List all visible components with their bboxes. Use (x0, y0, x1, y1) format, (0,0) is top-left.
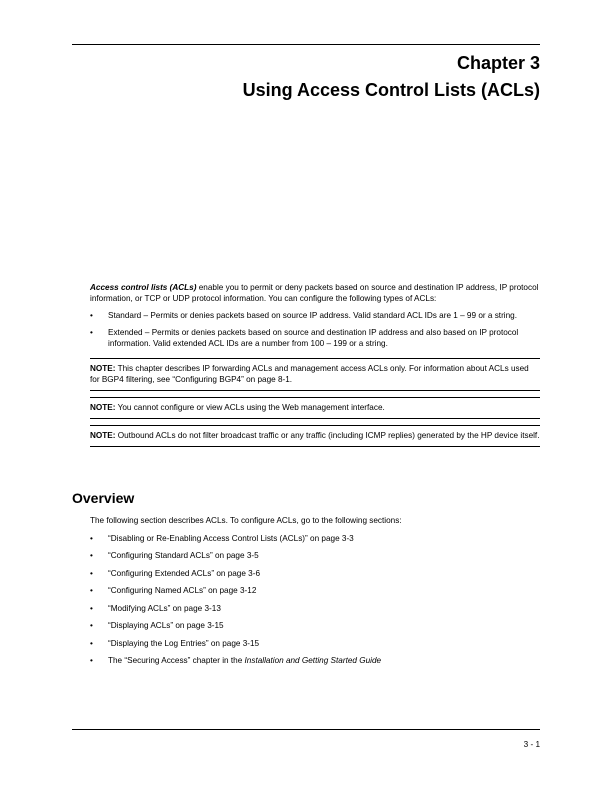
note-text: Outbound ACLs do not filter broadcast traffic or any traffic (including ICMP replies) generated by the HP device itself. (115, 431, 540, 440)
intro-lead-term: Access control lists (ACLs) (90, 283, 197, 292)
bullet-icon: • (90, 603, 93, 613)
bullet-icon: • (90, 638, 93, 648)
list-item: • Standard – Permits or denies packets based on source IP address. Valid standard ACL IDs are 1 – 99 or a string. (90, 311, 517, 320)
page-number: 3 - 1 (523, 740, 540, 749)
note-divider (90, 390, 540, 391)
cross-reference: “Configuring Extended ACLs” on page 3-6 (108, 568, 261, 578)
chapter-title: Using Access Control Lists (ACLs) (242, 80, 540, 100)
note-box (90, 397, 540, 419)
intro-lead-text: enable you to permit or deny packets based on source and destination IP address, IP protocol information, or TCP or UDP protocol information. You can configure the following types of ACLs: (90, 283, 539, 303)
overview-intro: The following section describes ACLs. To configure ACLs, go to the following sections: (90, 516, 402, 525)
list-item (90, 655, 540, 666)
cross-reference: “Configuring Named ACLs” on page 3-12 (108, 586, 257, 595)
acl-types-list (90, 310, 540, 349)
bullet-icon: • (90, 551, 93, 560)
bullet-icon: • (90, 621, 93, 630)
note-text: This chapter describes IP forwarding ACLs and management access ACLs only. For information about ACLs used for BGP4 filtering, see “Configuring BGP4” on page 8-1. (90, 364, 529, 384)
bullet-icon: • (90, 568, 93, 578)
bullet-icon: • (90, 533, 93, 543)
note-label: NOTE: (90, 431, 116, 440)
cross-reference: “Displaying ACLs” on page 3-15 (108, 621, 224, 630)
chapter-number: Chapter 3 (456, 53, 540, 73)
section-heading: Overview (72, 490, 135, 506)
footer-rule (72, 729, 540, 730)
list-item (90, 638, 540, 649)
note-box (90, 358, 540, 391)
list-item (90, 620, 540, 631)
overview-links-list (90, 533, 540, 667)
bullet-icon: • (90, 656, 93, 665)
guide-title: Installation and Getting Started Guide (244, 656, 382, 665)
note-label: NOTE: (90, 403, 116, 412)
note-divider (90, 418, 540, 419)
list-item (90, 533, 540, 544)
list-item (90, 568, 540, 579)
cross-reference: “Disabling or Re-Enabling Access Control Lists (ACLs)” on page 3-3 (108, 533, 354, 543)
note-divider (90, 446, 540, 447)
chapter-heading (243, 50, 540, 104)
overview-section (90, 515, 540, 666)
bullet-icon: • (90, 311, 93, 320)
intro-paragraph (90, 282, 540, 304)
cross-reference: “Displaying the Log Entries” on page 3-15 (108, 638, 260, 648)
cross-reference: “Modifying ACLs” on page 3-13 (108, 603, 221, 613)
bullet-icon: • (90, 586, 93, 595)
list-item (90, 550, 540, 561)
list-item: • Extended – Permits or denies packets based on source and destination IP address and also based on IP protocol information. Valid extended ACL IDs are a number from 100 – 199 or a string. (90, 328, 519, 348)
bullet-icon: • (90, 328, 93, 337)
list-item (90, 585, 540, 596)
note-box (90, 425, 540, 447)
list-item (90, 603, 540, 614)
note-label: NOTE: (90, 364, 116, 373)
intro-section (90, 282, 540, 447)
header-rule (72, 44, 540, 45)
cross-reference-text: The “Securing Access” chapter in the (108, 656, 245, 665)
cross-reference: “Configuring Standard ACLs” on page 3-5 (108, 551, 259, 560)
note-text: You cannot configure or view ACLs using the Web management interface. (115, 403, 385, 412)
